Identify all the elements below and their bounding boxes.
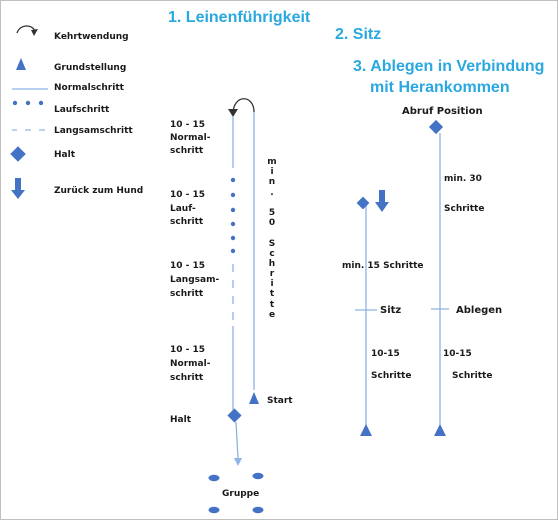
course1-halt-diamond — [227, 408, 241, 422]
title-ablegen-line1: 3. Ablegen in Verbindung — [353, 58, 545, 75]
c1-min-50-schritte-vertical — [266, 157, 278, 320]
legend-halt-label: Halt — [54, 150, 75, 160]
c1-seg4-type2: schritt — [170, 373, 204, 383]
c3-min-schritte-label: Schritte — [444, 204, 485, 214]
c1-halt-label: Halt — [170, 415, 191, 425]
c2-schritte-label: Schritte — [371, 371, 412, 381]
course1-to-group-line — [236, 422, 238, 458]
c1-min-char: i — [270, 167, 274, 178]
c3-abruf-label: Abruf Position — [402, 106, 483, 117]
c1-min-char: S — [268, 238, 276, 249]
c1-min-char: 5 — [268, 207, 276, 218]
course2-halt-diamond — [357, 197, 370, 210]
c1-min-char: . — [270, 187, 274, 198]
legend-kehrtwendung-label: Kehrtwendung — [54, 32, 129, 42]
legend-normalschritt-label: Normalschritt — [54, 83, 124, 93]
grundstellung-legend-icon — [16, 58, 26, 70]
c3-schritte-label: Schritte — [452, 371, 493, 381]
c1-seg2-range: 10 - 15 — [170, 190, 206, 200]
legend-zurueck-label: Zurück zum Hund — [54, 186, 144, 196]
title-leinenfuehrigkeit: 1. Leinenführigkeit — [168, 9, 311, 26]
c1-min-char: t — [269, 289, 275, 300]
c1-seg1-type2: schritt — [170, 146, 204, 156]
c1-min-char: t — [269, 299, 275, 310]
zurueck-legend-icon — [11, 178, 25, 199]
c1-min-char: e — [268, 309, 276, 320]
c1-min-char: c — [269, 248, 275, 259]
c1-seg1-range: 10 - 15 — [170, 120, 206, 130]
course2-start-triangle — [360, 424, 372, 436]
c2-range-label: 10-15 — [371, 349, 400, 359]
c1-seg2-type2: schritt — [170, 217, 204, 227]
course1-laufschritt-dots — [231, 178, 235, 253]
title-sitz: 2. Sitz — [335, 26, 382, 43]
c1-min-char: r — [269, 269, 275, 280]
c1-min-gap — [266, 198, 278, 208]
c1-start-label: Start — [267, 396, 293, 406]
course3-start-triangle — [434, 424, 446, 436]
c1-min-char: h — [268, 258, 276, 269]
c3-range-label: 10-15 — [443, 349, 472, 359]
course1-group-arrowhead — [234, 458, 242, 466]
course1-start-triangle — [249, 392, 259, 404]
c3-ablegen-label: Ablegen — [456, 305, 503, 316]
c1-gruppe-label: Gruppe — [222, 489, 260, 499]
c2-min-label: min. 15 Schritte — [342, 261, 424, 271]
legend-langsamschritt-label: Langsamschritt — [54, 126, 133, 136]
c1-seg3-type: Langsam- — [170, 275, 220, 285]
c1-seg3-range: 10 - 15 — [170, 261, 206, 271]
c2-sitz-label: Sitz — [380, 305, 402, 316]
c1-seg2-type: Lauf- — [170, 204, 196, 214]
course1-turn-arrowhead-icon — [228, 109, 238, 117]
course2-zurueck-arrow — [375, 190, 389, 212]
title-ablegen-line2: mit Herankommen — [370, 79, 510, 96]
legend-laufschritt-label: Laufschritt — [54, 105, 110, 115]
laufschritt-legend-dots — [13, 101, 43, 105]
legend-grundstellung-label: Grundstellung — [54, 63, 127, 73]
kehrtwendung-arrowhead-icon — [31, 29, 38, 36]
c1-min-char: m — [267, 157, 277, 167]
c1-min-gap — [266, 228, 278, 238]
course3-abruf-diamond — [429, 120, 443, 134]
c1-seg3-type2: schritt — [170, 289, 204, 299]
c1-min-char: n — [268, 177, 276, 188]
c1-seg4-type: Normal- — [170, 359, 211, 369]
c1-seg4-range: 10 - 15 — [170, 345, 206, 355]
c1-min-char: i — [270, 279, 274, 290]
c3-min-label: min. 30 — [444, 174, 482, 184]
c1-min-char: 0 — [268, 218, 276, 229]
c1-seg1-type: Normal- — [170, 133, 211, 143]
halt-legend-icon — [10, 146, 26, 162]
